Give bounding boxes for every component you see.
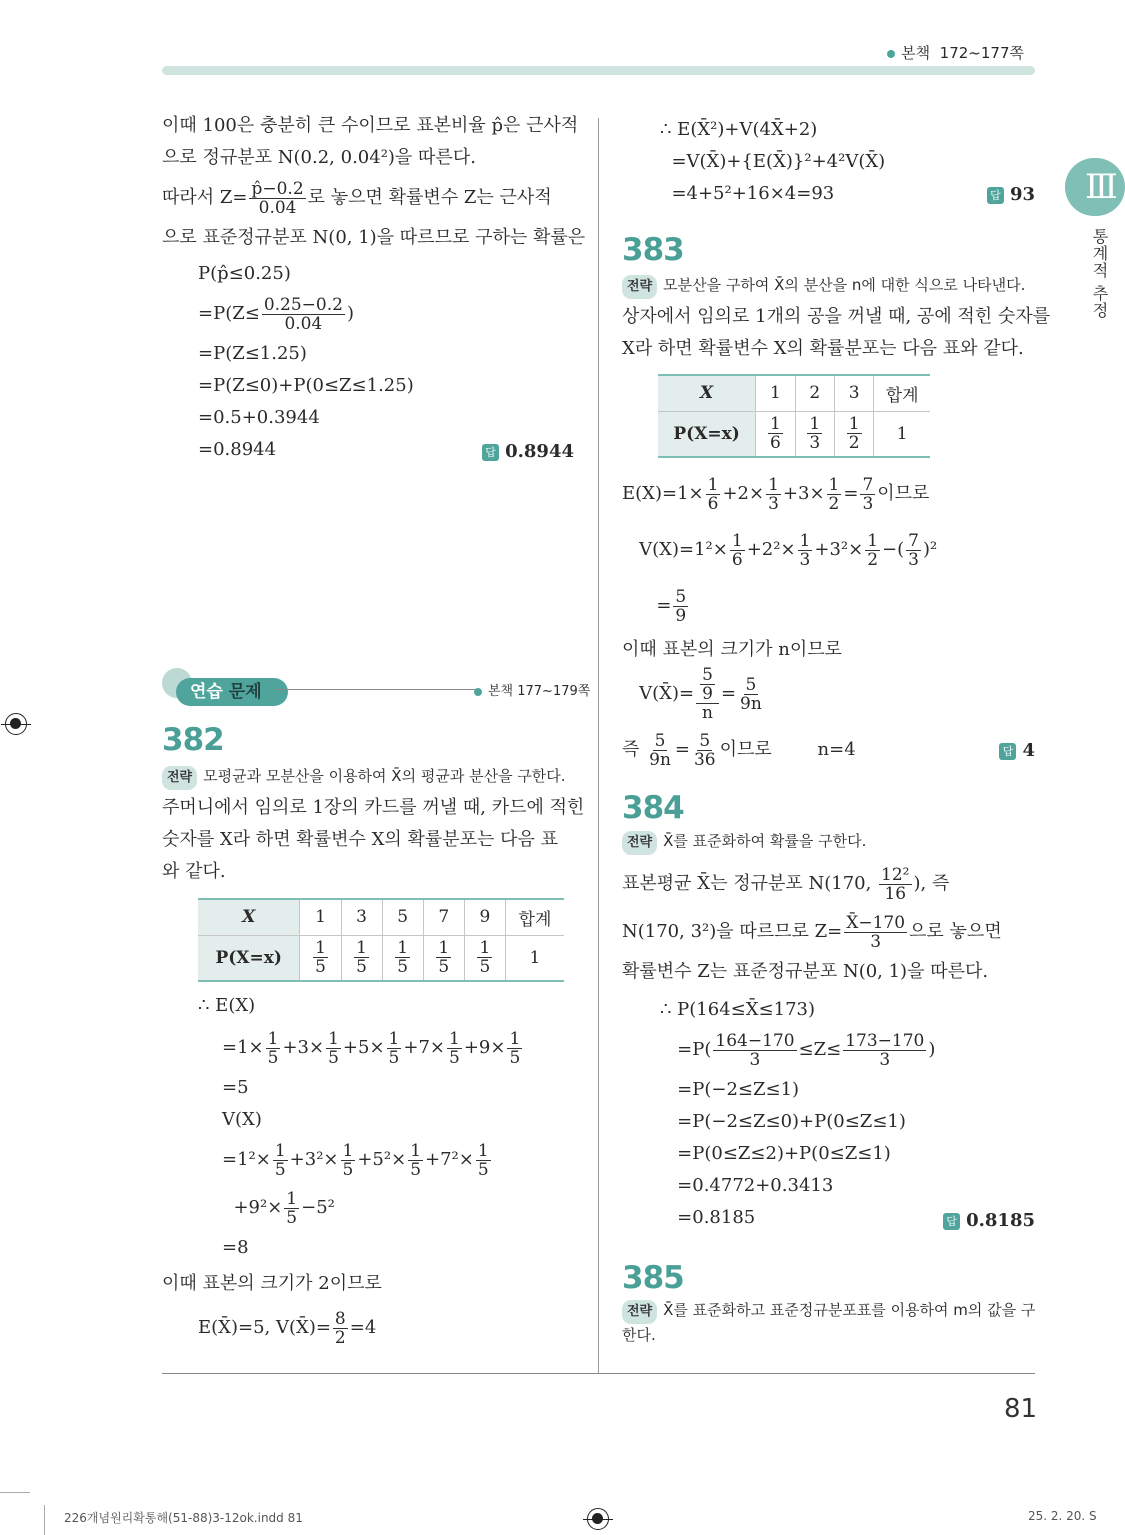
denominator: 9 xyxy=(702,684,713,704)
text-line: ∴ E(X) xyxy=(198,995,256,1016)
text-line xyxy=(622,860,1002,908)
banner-label xyxy=(176,678,288,706)
numerator: 7 xyxy=(908,530,919,551)
math-text: =P( xyxy=(660,1039,712,1060)
footer-file: 226개념원리확통해(51-88)3-12ok.indd 81 xyxy=(64,1511,303,1525)
math-text: +9²× xyxy=(222,1197,283,1218)
fraction xyxy=(827,476,842,513)
value-cell: 합계 xyxy=(505,899,564,935)
numerator: 1 xyxy=(769,414,781,435)
numerator: 1 xyxy=(274,1140,286,1161)
value-cell: 7 xyxy=(423,899,464,935)
numerator: 1 xyxy=(768,474,779,495)
probability-cell xyxy=(423,935,464,981)
text-line: =5 xyxy=(222,1077,249,1098)
probability-cell xyxy=(795,411,834,457)
table-row-x xyxy=(658,375,930,411)
text-line xyxy=(622,908,1002,956)
math-text: ), 즉 xyxy=(913,873,950,894)
total-cell: 1 xyxy=(874,411,930,457)
fraction xyxy=(266,1030,281,1067)
denominator: 16 xyxy=(884,883,907,904)
math-text: +3× xyxy=(282,1037,325,1058)
strategy-tag: 전략 xyxy=(162,766,197,790)
numerator: 1 xyxy=(286,1188,298,1209)
math-text: +2²× xyxy=(746,539,796,560)
numerator: 5 xyxy=(675,586,687,607)
problem-text xyxy=(162,792,584,888)
total-cell: 1 xyxy=(505,935,564,981)
strategy-tag: 전략 xyxy=(622,275,657,299)
problem-text xyxy=(622,301,1050,365)
strategy-line xyxy=(162,764,566,790)
value-cell: 2 xyxy=(795,375,834,411)
fraction xyxy=(768,415,783,452)
fraction xyxy=(447,1030,462,1067)
problem-number: 383 xyxy=(622,232,684,268)
text-line: =P(−2≤Z≤0)+P(0≤Z≤1) xyxy=(660,1111,906,1132)
bullet-icon xyxy=(474,688,482,696)
denominator: 9n xyxy=(649,749,671,770)
fraction xyxy=(249,180,305,217)
book-ref-pages: 172~177쪽 xyxy=(939,44,1024,62)
fraction xyxy=(807,415,822,452)
fraction xyxy=(860,476,875,513)
numerator: 1 xyxy=(477,1140,489,1161)
text-line xyxy=(198,1304,376,1352)
fraction xyxy=(879,866,911,903)
chapter-title: 통계적 추정 xyxy=(1090,228,1109,320)
math-text: = xyxy=(720,683,737,704)
text-line: =V(X̄)+{E(X̄)}²+4²V(X̄) xyxy=(660,151,886,172)
crop-mark xyxy=(0,1492,30,1493)
text-line: P(p̂≤0.25) xyxy=(198,263,291,284)
crop-mark xyxy=(44,1505,45,1535)
numerator: 1 xyxy=(410,1140,422,1161)
sample-size-text xyxy=(162,1268,382,1300)
math-text: V(X)=1²× xyxy=(622,539,728,560)
math-text: =4 xyxy=(349,1317,377,1338)
book-reference xyxy=(887,42,1024,63)
banner-rule xyxy=(276,689,476,690)
numerator: 1 xyxy=(509,1028,521,1049)
denominator: 3 xyxy=(749,1049,761,1070)
denominator: 5 xyxy=(477,1159,489,1180)
denominator: 6 xyxy=(731,549,743,570)
text-line: =8 xyxy=(222,1237,249,1258)
header-cell: X xyxy=(198,899,300,935)
footer-date: 25. 2. 20. S xyxy=(1028,1509,1097,1523)
text-line: 숫자를 X라 하면 확률변수 X의 확률분포는 다음 표 xyxy=(162,829,559,850)
denominator: 5 xyxy=(479,957,491,978)
numerator: 1 xyxy=(267,1028,279,1049)
strategy-text: 모평균과 모분산을 이용하여 X̄의 평균과 분산을 구한다. xyxy=(203,767,566,785)
text-line: 으로 표준정규분포 N(0, 1)을 따르므로 구하는 확률은 xyxy=(162,227,586,248)
denominator: 9n xyxy=(740,693,762,714)
denominator: 3 xyxy=(862,493,874,514)
problem-number: 384 xyxy=(622,790,684,826)
text-line: =4+5²+16×4=93 xyxy=(660,183,835,204)
math-text: +2× xyxy=(722,483,765,504)
page-number: 81 xyxy=(1004,1394,1038,1424)
numerator: 1 xyxy=(342,1140,354,1161)
chapter-numeral: Ⅲ xyxy=(1085,167,1118,207)
intro-text xyxy=(162,110,585,254)
banner-ref-text: 본책 177~179쪽 xyxy=(488,684,591,699)
answer-tag: 답 xyxy=(999,743,1016,760)
fraction xyxy=(738,676,764,713)
denominator: 2 xyxy=(334,1327,346,1348)
header-cell: P(X=x) xyxy=(198,935,300,981)
text-line xyxy=(622,466,937,522)
text-line: 와 같다. xyxy=(162,861,226,882)
distribution-table xyxy=(658,374,930,458)
fraction xyxy=(700,666,715,703)
numerator: 1 xyxy=(388,1028,400,1049)
denominator: n xyxy=(702,703,713,723)
text-line: =P(0≤Z≤2)+P(0≤Z≤1) xyxy=(660,1143,891,1164)
value-cell: 9 xyxy=(464,899,505,935)
fraction xyxy=(847,415,862,452)
denominator: 3 xyxy=(879,1049,891,1070)
answer-value: 0.8944 xyxy=(505,441,574,462)
text-line xyxy=(198,290,414,338)
answer-tag: 답 xyxy=(943,1213,960,1230)
banner-label-1: 연습 xyxy=(190,682,223,702)
fraction xyxy=(844,914,907,951)
text-line xyxy=(622,722,937,778)
value-cell: 3 xyxy=(834,375,873,411)
probability-cell xyxy=(756,411,795,457)
numerator: 12² xyxy=(881,864,910,885)
table-row-x xyxy=(198,899,564,935)
math-text: 즉 xyxy=(622,739,646,760)
strategy-text: X̄를 표준화하여 확률을 구한다. xyxy=(663,832,867,850)
registration-mark-icon xyxy=(5,713,27,735)
fraction xyxy=(477,939,492,976)
value-cell: 1 xyxy=(300,899,341,935)
answer-badge xyxy=(999,740,1035,761)
denominator: 3 xyxy=(809,433,821,454)
numerator: 1 xyxy=(438,938,450,959)
text-line xyxy=(660,1026,935,1074)
math-text: +7× xyxy=(403,1037,445,1058)
fraction xyxy=(706,476,721,513)
text-line xyxy=(622,666,937,722)
fraction xyxy=(273,1142,288,1179)
fraction xyxy=(476,1142,491,1179)
math-text: E(X)=1× xyxy=(622,483,704,504)
fraction xyxy=(395,939,410,976)
numerator: 1 xyxy=(328,1028,339,1049)
denominator: 2 xyxy=(828,493,840,514)
fraction xyxy=(436,939,451,976)
bottom-rule xyxy=(162,1373,1035,1374)
text-line: V(X) xyxy=(222,1109,262,1130)
numerator xyxy=(696,666,719,704)
solution-math xyxy=(660,994,935,1234)
denominator: 5 xyxy=(356,957,367,978)
numerator: 1 xyxy=(867,530,879,551)
header-bar xyxy=(162,66,1035,75)
answer-value: 0.8185 xyxy=(966,1210,1035,1231)
denominator: 5 xyxy=(342,1159,354,1180)
numerator: 1 xyxy=(397,938,409,959)
denominator: 5 xyxy=(388,1047,400,1068)
math-text: +5× xyxy=(342,1037,385,1058)
numerator: 5 xyxy=(745,674,757,695)
fraction xyxy=(843,1032,926,1069)
answer-tag: 답 xyxy=(482,444,499,461)
problem-text xyxy=(622,860,1002,988)
text-line xyxy=(222,1136,524,1184)
math-text: +5²× xyxy=(357,1149,407,1170)
fraction xyxy=(696,666,719,722)
numerator: 0.25−0.2 xyxy=(263,294,343,315)
denominator: 5 xyxy=(274,1159,286,1180)
text-line: =0.8185 xyxy=(660,1207,756,1228)
strategy-tag: 전략 xyxy=(622,831,657,855)
fraction xyxy=(692,732,718,769)
math-text: =1²× xyxy=(222,1149,271,1170)
intro-math xyxy=(198,258,414,466)
math-text: −5² xyxy=(301,1197,335,1218)
text-line: ∴ P(164≤X̄≤173) xyxy=(660,999,816,1020)
denominator: 5 xyxy=(286,1207,298,1228)
text-line: 확률변수 Z는 표준정규분포 N(0, 1)을 따른다. xyxy=(622,961,989,982)
fraction xyxy=(647,732,673,769)
header-cell: P(X=x) xyxy=(658,411,756,457)
denominator: 6 xyxy=(707,493,719,514)
text-line: =P(Z≤0)+P(0≤Z≤1.25) xyxy=(198,375,414,396)
text-line: 이때 100은 충분히 큰 수이므로 표본비율 p̂은 근사적 xyxy=(162,115,579,136)
value-cell: 5 xyxy=(382,899,423,935)
strategy-text: 모분산을 구하여 X̄의 분산을 n에 대한 식으로 나타낸다. xyxy=(663,276,1026,294)
probability-cell xyxy=(341,935,382,981)
numerator: 1 xyxy=(479,938,491,959)
value-cell: 1 xyxy=(756,375,795,411)
numerator: 5 xyxy=(654,730,666,751)
numerator: 5 xyxy=(699,730,711,751)
value-cell: 합계 xyxy=(874,375,930,411)
denominator: 9 xyxy=(675,605,687,626)
text-line: X라 하면 확률변수 X의 확률분포는 다음 표와 같다. xyxy=(622,338,1024,359)
text-line xyxy=(622,522,937,578)
answer-badge xyxy=(482,441,574,462)
denominator: 3 xyxy=(870,931,882,952)
registration-mark-icon xyxy=(587,1508,609,1530)
text-line: 이때 표본의 크기가 2이므로 xyxy=(162,1273,382,1294)
math-text: −( xyxy=(882,539,905,560)
fraction xyxy=(284,1190,299,1227)
strategy-text: X̄를 표준화하고 표준정규분포표를 이용하여 m의 값을 구 xyxy=(663,1301,1036,1319)
math-text: = xyxy=(622,595,672,616)
text-line xyxy=(162,174,585,222)
strategy-line xyxy=(622,1298,1035,1324)
math-text: =P(Z≤ xyxy=(198,303,260,324)
numerator: 1 xyxy=(707,474,719,495)
fraction xyxy=(408,1142,423,1179)
denominator: 5 xyxy=(448,1047,460,1068)
fraction xyxy=(262,296,345,333)
strategy-line xyxy=(622,273,1025,299)
text-line: ∴ E(X̄²)+V(4X̄+2) xyxy=(660,119,818,140)
value-cell: 3 xyxy=(341,899,382,935)
math-text: V(X̄)= xyxy=(622,683,695,704)
denominator: 5 xyxy=(509,1047,521,1068)
fraction xyxy=(713,1032,796,1069)
problem-number: 382 xyxy=(162,722,224,758)
text-line: =0.5+0.3944 xyxy=(198,407,320,428)
answer-tag: 답 xyxy=(987,187,1004,204)
numerator: 8 xyxy=(334,1308,346,1329)
text-line xyxy=(222,1024,524,1072)
denominator: 5 xyxy=(328,1047,339,1068)
numerator: 7 xyxy=(862,474,874,495)
text-line: 이때 표본의 크기가 n이므로 xyxy=(622,639,843,660)
denominator: 0.04 xyxy=(258,197,297,218)
text-line: =0.8944 xyxy=(198,439,277,460)
numerator: 5 xyxy=(702,665,713,685)
math-text: +3²× xyxy=(289,1149,339,1170)
numerator: 164−170 xyxy=(715,1030,795,1051)
solution-math xyxy=(222,1024,524,1264)
math-text: 이므로 xyxy=(877,483,930,504)
banner-reference xyxy=(474,680,590,699)
math-text: +7²× xyxy=(425,1149,474,1170)
strategy-tag: 전략 xyxy=(622,1300,657,1324)
text-line xyxy=(222,1184,524,1232)
denominator: 5 xyxy=(397,957,409,978)
fraction xyxy=(673,588,688,625)
numerator: X̄−170 xyxy=(846,912,906,933)
math-text: ≤Z≤ xyxy=(798,1039,842,1060)
probability-cell xyxy=(834,411,873,457)
strategy-line xyxy=(622,829,866,855)
math-text: 으로 놓으면 xyxy=(909,921,1002,942)
solution-math xyxy=(622,466,937,778)
answer-value: 4 xyxy=(1022,740,1035,761)
denominator: 5 xyxy=(267,1047,279,1068)
probability-cell xyxy=(300,935,341,981)
header-cell: X xyxy=(658,375,756,411)
fraction xyxy=(906,532,921,569)
text-line: 상자에서 임의로 1개의 공을 꺼낼 때, 공에 적힌 숫자를 xyxy=(622,306,1051,327)
problem-number: 385 xyxy=(622,1260,684,1296)
fraction xyxy=(865,532,880,569)
math-text: = xyxy=(843,483,859,504)
math-text: +3²× xyxy=(814,539,864,560)
banner-label-2: 문제 xyxy=(222,682,262,702)
fraction xyxy=(507,1030,522,1067)
fraction xyxy=(798,532,813,569)
denominator: 3 xyxy=(908,549,919,570)
denominator: 5 xyxy=(315,957,326,978)
denominator: 0.04 xyxy=(284,313,323,334)
math-text: N(170, 3²)을 따르므로 Z= xyxy=(622,921,843,942)
text-line xyxy=(622,578,937,634)
numerator: 1 xyxy=(799,530,811,551)
math-text: =1× xyxy=(222,1037,264,1058)
denominator: 5 xyxy=(438,957,450,978)
fraction xyxy=(333,1310,348,1347)
numerator: 173−170 xyxy=(845,1030,925,1051)
math-text: +9× xyxy=(463,1037,506,1058)
numerator: 1 xyxy=(828,474,840,495)
table-row-probability xyxy=(658,411,930,457)
probability-cell xyxy=(382,935,423,981)
fraction xyxy=(313,939,328,976)
denominator: 2 xyxy=(867,549,879,570)
math-text: 따라서 Z= xyxy=(162,187,248,208)
denominator: 3 xyxy=(799,549,811,570)
numerator: 1 xyxy=(356,938,367,959)
denominator: 5 xyxy=(410,1159,422,1180)
math-text: +3× xyxy=(782,483,825,504)
probability-cell xyxy=(464,935,505,981)
math-text: ) xyxy=(928,1039,936,1060)
numerator: p̂−0.2 xyxy=(251,178,304,199)
fraction xyxy=(766,476,781,513)
final-result xyxy=(198,1304,376,1352)
math-text: 표본평균 X̄는 정규분포 N(170, xyxy=(622,873,878,894)
denominator: 6 xyxy=(769,433,781,454)
denominator: 2 xyxy=(848,433,860,454)
text-line: =P(Z≤1.25) xyxy=(198,343,307,364)
answer-badge xyxy=(943,1210,1035,1231)
text-line: 주머니에서 임의로 1장의 카드를 꺼낼 때, 카드에 적힌 xyxy=(162,797,585,818)
text-line: 으로 정규분포 N(0.2, 0.04²)을 따른다. xyxy=(162,147,476,168)
book-ref-label: 본책 xyxy=(901,44,931,62)
fraction xyxy=(354,939,369,976)
denominator: 36 xyxy=(693,749,716,770)
answer-badge xyxy=(987,184,1035,205)
expectation-label xyxy=(198,990,255,1022)
fraction xyxy=(326,1030,341,1067)
fraction xyxy=(387,1030,402,1067)
text-line: =P(−2≤Z≤1) xyxy=(660,1079,800,1100)
fraction xyxy=(730,532,745,569)
strategy-continued: 한다. xyxy=(622,1326,656,1344)
continued-math xyxy=(660,114,885,210)
numerator: 1 xyxy=(315,938,326,959)
answer-value: 93 xyxy=(1009,184,1035,205)
math-text: 이므로 n=4 xyxy=(719,739,856,760)
numerator: 1 xyxy=(731,530,743,551)
math-text: ) xyxy=(346,303,354,324)
math-text: )² xyxy=(922,539,938,560)
math-text: = xyxy=(674,739,690,760)
table-row-probability xyxy=(198,935,564,981)
numerator: 1 xyxy=(448,1028,460,1049)
bullet-icon xyxy=(887,50,895,58)
math-text: E(X̄)=5, V(X̄)= xyxy=(198,1317,331,1338)
fraction xyxy=(341,1142,356,1179)
denominator: 3 xyxy=(768,493,779,514)
numerator: 1 xyxy=(848,414,860,435)
text-line: =0.4772+0.3413 xyxy=(660,1175,834,1196)
column-divider xyxy=(598,118,599,1373)
numerator: 1 xyxy=(809,414,821,435)
chapter-tab xyxy=(1065,158,1125,216)
distribution-table xyxy=(198,898,564,982)
math-text: 로 놓으면 확률변수 Z는 근사적 xyxy=(307,187,552,208)
